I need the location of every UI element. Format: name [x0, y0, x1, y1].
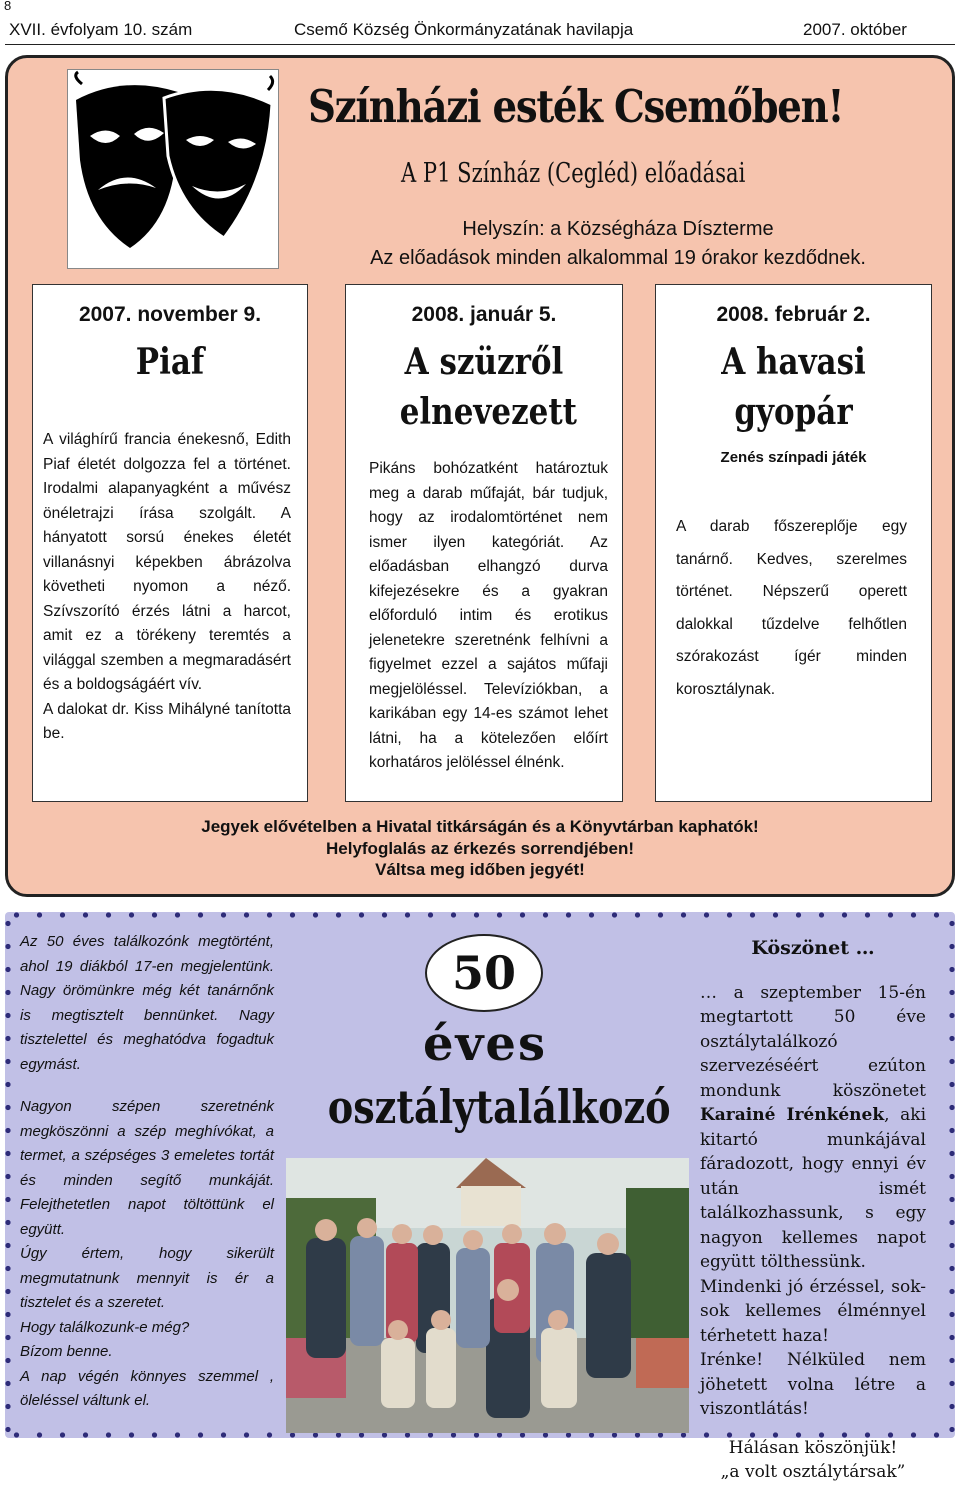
thanks-text: , aki kitartó munkájával fáradozott, hogy ennyi év után ismét találkozhassunk, s egy nagyon kellemes napot együtt tölthessünk. — [700, 1105, 927, 1272]
honoree-name: Karainé Irénkének — [700, 1105, 885, 1125]
ticket-line: Váltsa meg időben jegyét! — [375, 860, 585, 879]
reunion-title: osztálytalálkozó — [327, 1080, 671, 1134]
signature-line: „a volt osztálytársak” — [720, 1462, 906, 1482]
anniversary-number: 50 — [425, 934, 543, 1012]
ticket-line: Helyfoglalás az érkezés sorrendjében! — [325, 838, 635, 858]
signature-line: Hálásan köszönjük! — [728, 1437, 898, 1458]
group-photo — [286, 1158, 689, 1433]
publication-name: Csemő Község Önkormányzatának havilapja — [294, 20, 634, 39]
play-date: 2007. november 9. — [78, 303, 262, 326]
thanks-paragraph: Mindenki jó érzéssel, sok-sok kellemes élménnyel térhetett haza! — [700, 1276, 926, 1346]
theatre-masks-image — [67, 69, 279, 269]
thanks-note — [700, 936, 926, 1485]
play-card-piaf — [32, 284, 308, 802]
dotted-border — [5, 912, 955, 918]
story-paragraph: Hogy találkozunk-e még? — [20, 1318, 190, 1336]
reunion-story — [20, 930, 274, 1414]
header-rule — [5, 44, 955, 45]
play-date: 2008. február 2. — [716, 303, 871, 326]
play-date: 2008. január 5. — [411, 303, 557, 326]
play-paragraph: A darab főszereplője egy tanárnő. Kedves, szerelmes történet. Népszerű operett dalokkal tűzdelve felhőtlen szórakozást ígér minden korosztálynak. — [676, 518, 907, 698]
play-title: A szüzről elnevezett — [399, 341, 577, 433]
reunion-article — [5, 912, 955, 1482]
page-number: 8 — [4, 0, 12, 13]
story-paragraph: A nap végén könnyes szemmel , öleléssel váltunk el. — [20, 1367, 274, 1409]
thanks-text: … a szeptember 15-én megtartott 50 éve osztálytalálkozó szervezéséért ezúton mondunk köszönetet — [700, 982, 926, 1101]
ticket-line: Jegyek elővételben a Hivatal titkárságán és a Könyvtárban kaphatók! — [201, 817, 759, 836]
issue-date: 2007. október — [803, 20, 907, 39]
story-paragraph: Bízom benne. — [20, 1343, 113, 1360]
venue-line: Helyszín: a Községháza Díszterme — [462, 218, 774, 240]
play-paragraph: A világhírű francia énekesnő, Edith Piaf életét dolgozza fel a történet. Irodalmi alapanyagként a művész önéletrajzi írása szolgált. A hányatott sorsú énekes életét villanásnyi képekben ábrázolva követheti nyomon a néző. Szívszorító érzés látni a harcot, amit ez a törékeny teremtés a világgal szemben a megmaradásért és a boldogságáért vív. — [43, 431, 291, 693]
theatre-title: Színházi esték Csemőben! — [308, 80, 844, 133]
time-line: Az előadások minden alkalommal 19 órakor kezdődnek. — [370, 247, 866, 269]
play-description — [43, 428, 291, 747]
dotted-border — [5, 912, 11, 1438]
play-title: Piaf — [135, 341, 205, 383]
play-paragraph: A dalokat dr. Kiss Mihályné tanította be. — [43, 700, 291, 742]
thanks-paragraph: Irénke! Nélküled nem jöhetett volna létre a viszontlátás! — [700, 1350, 926, 1419]
ticket-info — [8, 816, 952, 881]
play-description — [369, 457, 608, 776]
play-genre: Zenés színpadi játék — [720, 449, 867, 466]
thanks-paragraph — [700, 981, 926, 1275]
play-card-szuzrol — [345, 284, 623, 802]
volume-label: XVII. évfolyam 10. szám — [9, 20, 193, 39]
play-paragraph: Pikáns bohózatként határoztuk meg a darab műfaját, bár tudjuk, hogy az irodalomtörténet nem ismer ilyen kategóriát. Az előadásban elhangzó durva kifejezésekre és a gyakran előforduló intim és erotikus jelenetekre szeretnénk felhívni a figyelmet ezzel a sajátos műfaji megjelöléssel. Televíziókban, a karikában egy 14-es számot lehet látni, ha a kötelezően előírt korhatáros jelöléssel élnénk. — [369, 460, 608, 771]
story-paragraph: Az 50 éves találkozónk megtörtént, ahol 19 diákból 17-en megjelentünk. Nagy örömünkre még két tanárnőnk is megtisztelt bennünket. Nagy tisztelettel és meghatódva fogadtuk egymást. — [20, 933, 274, 1073]
anniversary-word: éves — [423, 1016, 547, 1072]
play-description — [676, 511, 907, 706]
thanks-heading: Köszönet … — [751, 937, 875, 959]
dotted-border — [949, 912, 955, 1438]
story-paragraph: Úgy értem, hogy sikerült megmutatnunk mennyit is ér a tisztelet és a szeretet. — [20, 1245, 274, 1311]
play-card-havasi-gyopar — [655, 284, 932, 802]
theatre-announcement — [5, 55, 955, 897]
play-title: A havasi gyopár — [721, 341, 866, 433]
story-paragraph: Nagyon szépen szeretnénk megköszönni a szép meghívókat, a termet, a szépséges 3 emeletes tortát és minden segítő munkáját. Felejthetetlen napot töltöttünk el együtt. — [20, 1098, 274, 1238]
theatre-subtitle: A P1 Színház (Cegléd) előadásai — [401, 158, 746, 189]
